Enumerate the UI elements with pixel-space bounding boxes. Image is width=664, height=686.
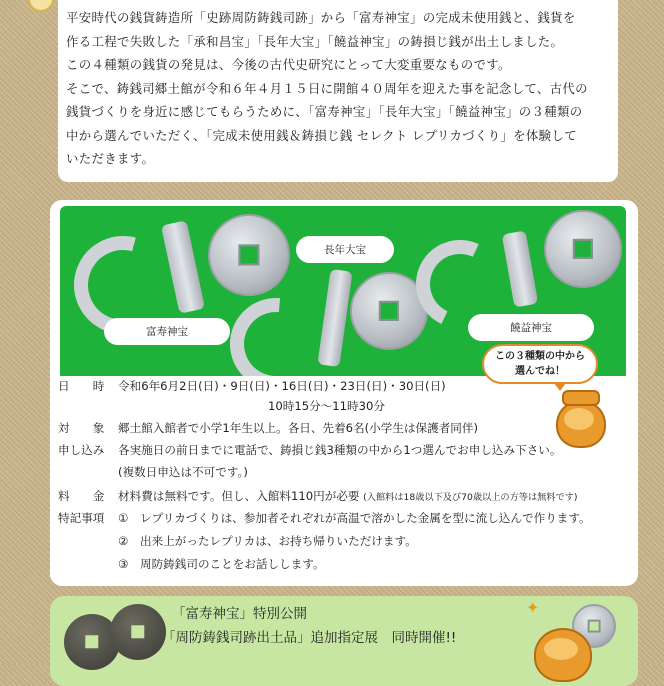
apply-row xyxy=(58,442,562,458)
intro-line: そこで、鋳銭司郷土館が令和６年４月１５日に開館４０周年を迎えた事を記念して、古代の xyxy=(66,80,588,96)
notes-row xyxy=(58,510,591,526)
intro-line: この４種類の銭貨の発見は、今後の古代史研究にとって大変重要なものです。 xyxy=(66,57,511,72)
mascot-character: ✦ xyxy=(526,598,626,678)
fee-value: 材料費は無料です。但し、入館料110円が必要 xyxy=(118,489,360,503)
note-item: ② 出来上がったレプリカは、お持ち帰りいただけます。 xyxy=(118,534,417,548)
ancient-coin-image xyxy=(110,604,166,660)
intro-line: いただきます。 xyxy=(66,151,155,166)
fee-label: 料 金 xyxy=(58,489,105,503)
note-item: ③ 周防鋳銭司のことをお話しします。 xyxy=(118,557,325,571)
target-label: 対 象 xyxy=(58,421,105,435)
time-row xyxy=(268,398,385,414)
coin-sprue xyxy=(317,269,352,367)
bubble-line: 選んでね！ xyxy=(515,366,565,377)
time-value: 10時15分～11時30分 xyxy=(268,399,385,413)
coin-label: 富寿神宝 xyxy=(104,318,230,345)
intro-line: 銭貨づくりを身近に感じてもらうために、「富寿神宝」「長年大宝」「饒益神宝」の３種類の xyxy=(66,104,583,119)
notes-row xyxy=(118,556,325,572)
target-value: 郷土館入館者で小学1年生以上。各日、先着6名(小学生は保護者同伴) xyxy=(118,421,479,435)
intro-panel xyxy=(58,0,618,182)
intro-line: 作る工程で失敗した「承和昌宝」「長年大宝」「饒益神宝」の鋳損じ銭が出土しました。 xyxy=(66,33,564,49)
coin-label: 長年大宝 xyxy=(296,236,394,263)
fee-row xyxy=(58,488,577,504)
speech-bubble xyxy=(482,344,598,384)
date-label: 日 時 xyxy=(58,379,105,393)
notes-row xyxy=(118,533,417,549)
exhibition-panel xyxy=(50,596,638,686)
target-row xyxy=(58,420,478,436)
apply-note-row xyxy=(118,464,248,480)
fee-note: (入館料は18歳以下及び70歳以上の方等は無料です) xyxy=(363,492,578,503)
notes-label: 特記事項 xyxy=(58,511,105,525)
coin-image xyxy=(208,214,290,296)
date-value: 令和6年6月2日(日)・9日(日)・16日(日)・23日(日)・30日(日) xyxy=(118,379,446,393)
event-panel xyxy=(50,200,638,586)
apply-note: (複数日申込は不可です。) xyxy=(118,465,248,479)
intro-line: 中から選んでいただく、「完成未使用銭＆鋳損じ銭 セレクト レプリカづくり」を体験して xyxy=(66,127,577,143)
exhibition-subtitle: 「周防鋳銭司跡出土品」追加指定展 同時開催!! xyxy=(162,630,457,646)
decorative-dot xyxy=(28,0,54,12)
note-item: ① レプリカづくりは、参加者それぞれが高温で溶かした金属を型に流し込んで作ります。 xyxy=(118,511,591,525)
intro-line: 平安時代の銭貨鋳造所「史跡周防鋳銭司跡」から「富寿神宝」の完成未使用銭と、銭貨を xyxy=(66,10,576,25)
coin-image xyxy=(544,210,622,288)
coin-label: 饒益神宝 xyxy=(468,314,594,341)
apply-label: 申し込み xyxy=(58,443,105,457)
apply-value: 各実施日の前日までに電話で、鋳損じ銭3種類の中から1つ選んでお申し込み下さい。 xyxy=(118,443,562,457)
exhibition-title: 「富寿神宝」特別公開 xyxy=(172,606,307,622)
coin-sprue xyxy=(502,230,538,307)
mascot-character xyxy=(550,390,610,446)
date-row xyxy=(58,378,446,394)
bubble-line: この３種類の中から xyxy=(495,351,585,362)
